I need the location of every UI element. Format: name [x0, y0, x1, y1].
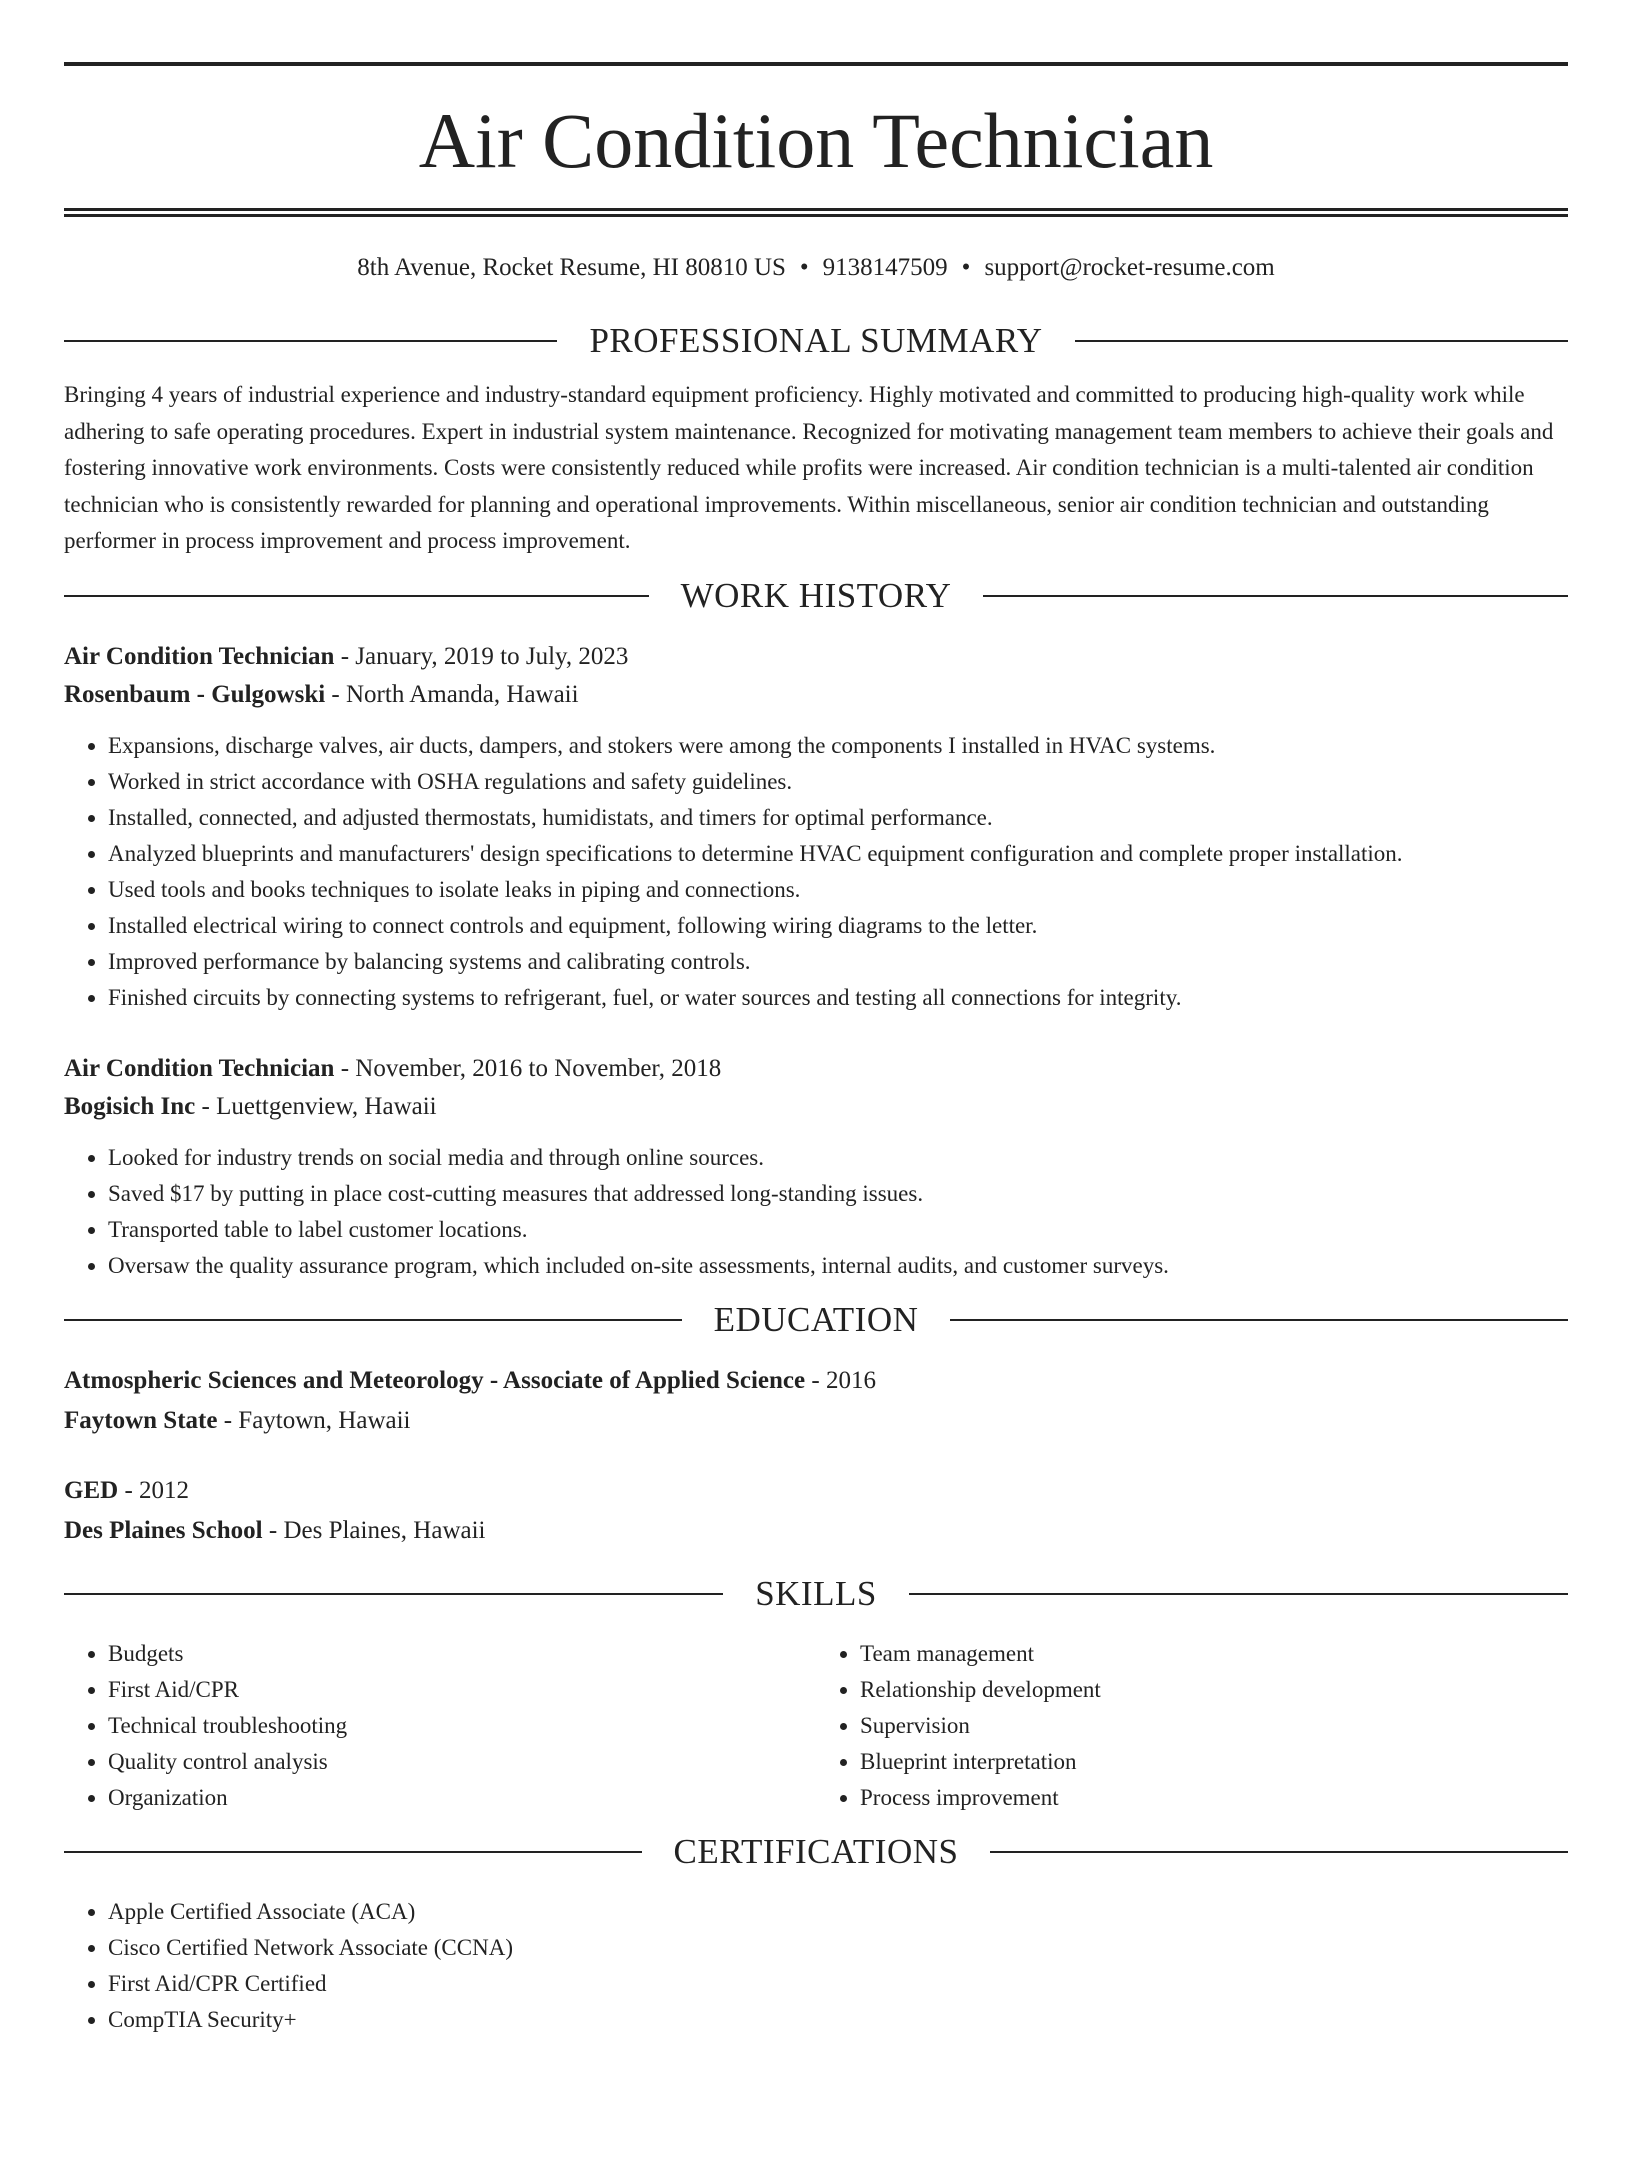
job-title: Air Condition Technician [64, 1054, 335, 1082]
job-bullet: • Saved $17 by putting in place cost-cutting measures that addressed long-standing issues. [108, 1176, 1568, 1212]
skill-item: • Budgets [108, 1636, 816, 1672]
section-rule [909, 1593, 1568, 1595]
summary-text: Bringing 4 years of industrial experience and industry-standard equipment proficiency. Highly motivated and committed to producing high-quality work while adhering to safe operating procedures. Expert in industrial system maintenance. Recognized for motivating management team members to achieve their goals and fostering innovative work environments. Costs were consistently reduced while profits were increased. Air condition technician is a multi-talented air condition technician who is consistently rewarded for planning and operational improvements. Within miscellaneous, senior air condition technician and outstanding performer in process improvement and process improvement. [64, 382, 1554, 553]
job-bullet: • Used tools and books techniques to isolate leaks in piping and connections. [108, 872, 1568, 908]
education-degree-line [64, 1472, 1568, 1510]
section-heading-summary [64, 321, 1568, 361]
section-rule [64, 1851, 642, 1853]
section-rule [990, 1851, 1568, 1853]
certification-item: • First Aid/CPR Certified [108, 1966, 1568, 2002]
contact-address: 8th Avenue, Rocket Resume, HI 80810 US [357, 254, 786, 281]
education-degree-line [64, 1362, 1568, 1400]
job-title-line [64, 1050, 1568, 1088]
education-school: Faytown State [64, 1406, 218, 1434]
education-entry [64, 1362, 1568, 1440]
skill-item: • Relationship development [860, 1672, 1568, 1708]
section-rule [64, 595, 649, 597]
job-entry [64, 1050, 1568, 1284]
skill-item: • Technical troubleshooting [108, 1708, 816, 1744]
contact-line [64, 251, 1568, 285]
skills-list-right [816, 1636, 1568, 1816]
job-bullet: • Worked in strict accordance with OSHA regulations and safety guidelines. [108, 764, 1568, 800]
job-bullet: • Analyzed blueprints and manufacturers' design specifications to determine HVAC equipment configuration and complete proper installation. [108, 836, 1568, 872]
section-heading-work-history [64, 576, 1568, 616]
job-entry [64, 638, 1568, 1016]
education-degree: Atmospheric Sciences and Meteorology - Associate of Applied Science [64, 1366, 806, 1394]
education-school-line [64, 1402, 1568, 1440]
education-location: - Des Plaines, Hawaii [262, 1516, 486, 1544]
job-bullet: • Finished circuits by connecting systems to refrigerant, fuel, or water sources and testing all connections for integrity. [108, 980, 1568, 1016]
education-degree: GED [64, 1476, 119, 1504]
section-rule [64, 1319, 682, 1321]
resume-page [0, 62, 1632, 2174]
job-company: Bogisich Inc [64, 1092, 196, 1120]
education-year: - 2012 [118, 1476, 190, 1504]
skill-item: • Team management [860, 1636, 1568, 1672]
skill-item: • Process improvement [860, 1780, 1568, 1816]
section-heading-text: EDUCATION [713, 1299, 919, 1339]
skills-list-left [64, 1636, 816, 1816]
education-year: - 2016 [805, 1366, 876, 1394]
section-rule [950, 1319, 1568, 1321]
education-school-line [64, 1512, 1568, 1550]
job-title-line [64, 638, 1568, 676]
job-bullet: • Installed, connected, and adjusted thermostats, humidistats, and timers for optimal performance. [108, 800, 1568, 836]
section-heading-skills [64, 1574, 1568, 1614]
section-heading-text: PROFESSIONAL SUMMARY [589, 321, 1043, 360]
job-company-line [64, 1088, 1568, 1126]
skill-item: • Blueprint interpretation [860, 1744, 1568, 1780]
job-company-line [64, 676, 1568, 714]
resume-name: Air Condition Technician [418, 97, 1214, 184]
education-location: - Faytown, Hawaii [217, 1406, 411, 1434]
contact-separator: • [961, 254, 971, 281]
job-bullet: • Installed electrical wiring to connect controls and equipment, following wiring diagrams to the letter. [108, 908, 1568, 944]
job-dates: - January, 2019 to July, 2023 [334, 642, 629, 670]
contact-email: support@rocket-resume.com [984, 254, 1275, 281]
education-school: Des Plaines School [64, 1516, 263, 1544]
job-title: Air Condition Technician [64, 642, 335, 670]
skill-item: • Organization [108, 1780, 816, 1816]
section-heading-text: WORK HISTORY [680, 575, 952, 615]
job-bullet: • Looked for industry trends on social media and through online sources. [108, 1140, 1568, 1176]
job-bullet-list [64, 728, 1568, 1016]
certification-item: • Cisco Certified Network Associate (CCNA) [108, 1930, 1568, 1966]
section-rule [64, 1593, 723, 1595]
job-bullet: • Expansions, discharge valves, air ducts, dampers, and stokers were among the components I installed in HVAC systems. [108, 728, 1568, 764]
job-bullet-list [64, 1140, 1568, 1284]
education-entry [64, 1472, 1568, 1550]
skills-grid [64, 1636, 1568, 1816]
job-dates: - November, 2016 to November, 2018 [334, 1054, 722, 1082]
section-rule [983, 595, 1568, 597]
skill-item: • Supervision [860, 1708, 1568, 1744]
job-bullet: • Improved performance by balancing systems and calibrating controls. [108, 944, 1568, 980]
section-rule [64, 340, 557, 342]
section-heading-text: CERTIFICATIONS [673, 1831, 959, 1871]
section-heading-text: SKILLS [755, 1573, 877, 1613]
job-location: - Luettgenview, Hawaii [195, 1092, 437, 1120]
certifications-list [64, 1894, 1568, 2038]
contact-phone: 9138147509 [822, 254, 948, 281]
skill-item: • Quality control analysis [108, 1744, 816, 1780]
contact-separator: • [799, 254, 809, 281]
section-heading-certifications [64, 1832, 1568, 1872]
job-bullet: • Oversaw the quality assurance program, which included on-site assessments, internal audits, and customer surveys. [108, 1248, 1568, 1284]
job-location: - North Amanda, Hawaii [325, 680, 579, 708]
skill-item: • First Aid/CPR [108, 1672, 816, 1708]
certification-item: • Apple Certified Associate (ACA) [108, 1894, 1568, 1930]
header-double-rule [64, 208, 1568, 217]
job-company: Rosenbaum - Gulgowski [64, 680, 326, 708]
certification-item: • CompTIA Security+ [108, 2002, 1568, 2038]
job-bullet: • Transported table to label customer locations. [108, 1212, 1568, 1248]
section-rule [1075, 340, 1568, 342]
section-heading-education [64, 1300, 1568, 1340]
